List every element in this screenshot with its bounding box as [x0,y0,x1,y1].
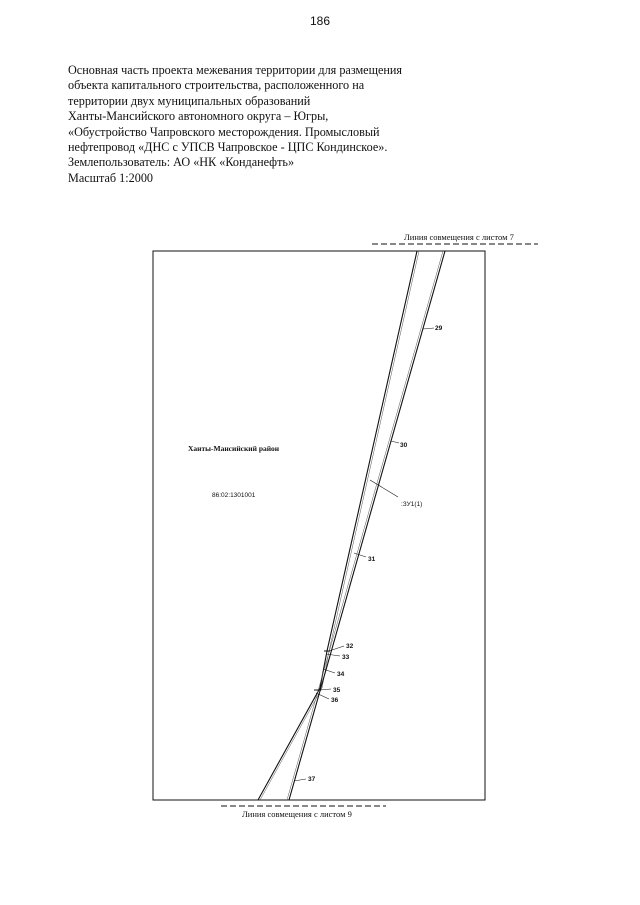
point-37-label: 37 [308,776,316,783]
corridor [258,251,445,800]
corridor-left-boundary [258,251,417,800]
point-31-leader [354,553,366,557]
corridor-right-boundary-inner [287,251,443,800]
page-number: 186 [309,14,331,28]
header-line-6: нефтепровод «ДНС с УПСВ Чапровское - ЦПС Кондинское». [68,140,388,155]
parcel-leader [370,480,398,497]
link-line-top [372,232,538,244]
link-line-top-label: Линия совмещения с листом 7 [404,232,514,242]
point-37-leader [294,779,306,781]
map-frame [153,251,485,800]
corridor-left-boundary-inner [260,251,419,800]
header-line-2: объекта капитального строительства, расположенного на [68,78,365,93]
point-35-label: 35 [333,687,341,694]
parcel-label: :ЗУ1(1) [401,501,423,508]
corridor-right-boundary [289,251,445,800]
point-31-label: 31 [368,556,376,563]
point-30 [391,441,408,449]
point-29 [423,325,443,332]
point-37 [294,776,316,783]
point-34 [323,669,345,678]
cadastral-block-label: 86:02:1301001 [212,492,256,499]
point-30-label: 30 [400,442,408,449]
point-29-leader [423,328,434,329]
point-36-label: 36 [331,697,339,704]
link-line-bottom [221,806,386,819]
link-line-bottom-label: Линия совмещения с листом 9 [242,809,352,819]
header-line-5: «Обустройство Чапровского месторождения. Промысловый [68,124,380,139]
district-label: Ханты-Мансийский район [188,444,280,453]
point-35 [320,687,341,694]
point-32-leader [329,646,344,651]
point-35-leader [320,689,331,690]
point-30-leader [391,441,399,443]
point-32-label: 32 [346,643,354,650]
header-line-8: Масштаб 1:2000 [68,170,154,185]
header-line-3: территории двух муниципальных образований [68,93,311,108]
point-34-label: 34 [337,671,345,678]
point-33-label: 33 [342,654,350,661]
header-line-4: Ханты-Мансийского автономного округа – Югры, [68,109,329,124]
point-29-label: 29 [435,325,443,332]
header-line-7: Землепользователь: АО «НК «Конданефть» [68,155,295,170]
parcel-callout [370,480,422,508]
header-line-1: Основная часть проекта межевания территории для размещения [68,63,403,77]
point-36 [316,693,339,704]
